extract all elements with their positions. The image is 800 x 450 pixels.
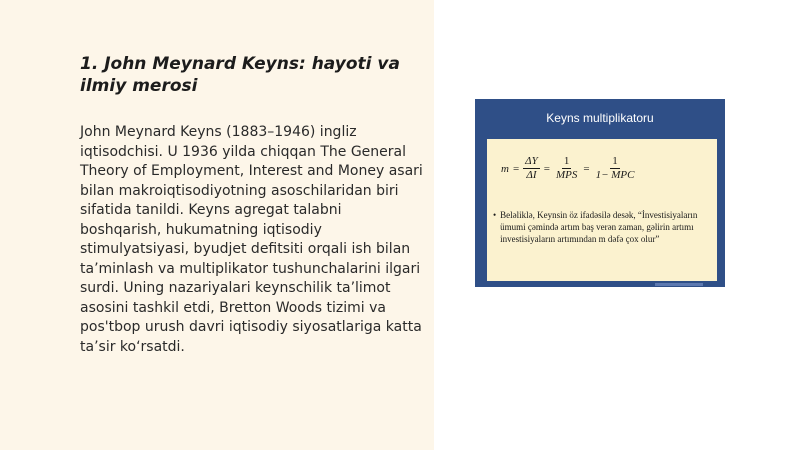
formula-equals-2: = [543, 162, 550, 175]
fraction-1-denominator: ΔI [526, 169, 537, 181]
formula-equals-1: = [512, 162, 520, 175]
slide-image [475, 99, 725, 287]
fraction-1-numerator: ΔY [525, 155, 538, 167]
formula-lhs: m [501, 162, 509, 175]
article-heading: 1. John Meynard Keyns: hayoti va ilmiy merosi [80, 54, 400, 96]
fraction-3-denominator: 1− MPC [595, 169, 635, 181]
formula-fraction-2 [554, 155, 579, 182]
slide-footer-bar [655, 283, 703, 286]
fraction-2-numerator: 1 [563, 155, 570, 167]
slide-title: Keyns multiplikatoru [546, 111, 654, 125]
slide-bullet-text: Beləliklə, Keynsin öz ifadəsilə desək, “İnvestisiyaların ümumi çəmində artım baş verən zaman, gəlirin artımı investisiyaların artımından m dəfə çox olur” [500, 210, 698, 244]
formula-fraction-3 [594, 155, 637, 182]
article-body: John Meynard Keyns (1883–1946) ingliz iqtisodchisi. U 1936 yilda chiqqan The General Theory of Employment, Interest and Money asari bilan makroiqtisodiyotning asoschilaridan biri sifatida tanildi. Keyns agregat talabni boshqarish, hukumatning iqtisodiy stimulyatsiyasi, byudjet defitsiti orqali ish bilan ta’minlash va multiplikator tushunchalarini ilgari surdi. Uning nazariyalari keynschilik ta’limot asosini tashkil etdi, Bretton Woods tizimi va pos'tbop urush davri iqtisodiy siyosatlariga katta ta’sir ko‘rsatdi. [80, 124, 423, 355]
slide-bullet [493, 209, 711, 245]
bullet-dot-icon: • [493, 210, 497, 220]
fraction-3-numerator: 1 [612, 155, 618, 167]
slide-content-panel [487, 139, 717, 281]
fraction-2-denominator: MPS [555, 169, 578, 181]
formula-equals-3: = [583, 162, 590, 175]
formula-fraction-1 [523, 155, 540, 182]
multiplier-formula [501, 155, 636, 182]
